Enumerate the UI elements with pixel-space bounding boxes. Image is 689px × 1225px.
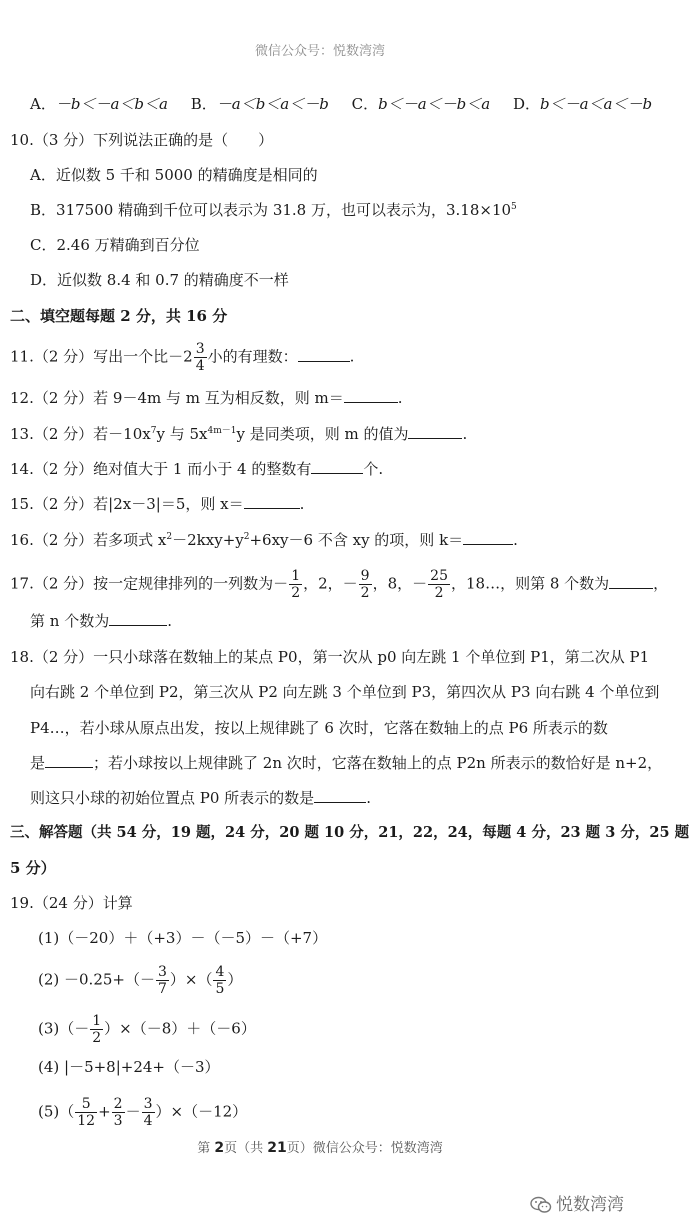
wechat-icon [530,1196,552,1214]
q12-answer-blank[interactable] [344,388,398,403]
page-footer: 第 2页（共 21页）微信公众号：悦数湾湾 [197,1140,443,1156]
q19-part-2-fraction-2: $\frac{4}{5}$ [215,964,225,997]
q15-answer-blank[interactable] [244,494,300,509]
q18-answer-blank-1[interactable] [45,753,93,768]
q19-stem: 19.（24 分）计算 [10,894,133,912]
q16: 16.（2 分）若多项式 $x^2-2kxy+y^2+6xy-6$ 不含 xy 的项，则 k＝ . [10,531,518,549]
q9-option-c[interactable]: C．b＜－a＜－b＜a [351,95,491,113]
q19-part-1: (1)（－20）＋（+3）－（－5）－（+7） [38,929,328,947]
q11: 11.（2 分）写出一个比－2 $\frac{3}{4}$ 小的有理数： . [10,341,355,374]
q14-answer-blank[interactable] [311,459,363,474]
q10-option-a[interactable]: A．近似数 5 千和 5000 的精确度是相同的 [30,166,318,184]
q13-answer-blank[interactable] [408,424,462,439]
q17-fraction-3: $\frac{25}{2}$ [430,568,448,601]
q14: 14.（2 分）绝对值大于 1 而小于 4 的整数有 个. [10,460,384,478]
q19-part-5-fraction-2: $\frac{2}{3}$ [113,1096,123,1129]
section-3-heading-line-1: 三、解答题（共 54 分，19 题，24 分，20 题 10 分，21，22，24，每题 4 分，23 题 3 分，25 题 [10,824,689,841]
q11-fraction: $\frac{3}{4}$ [195,341,205,374]
q9-options [30,94,652,114]
section-2-heading: 二、填空题每题 2 分，共 16 分 [10,307,228,325]
q19-part-4: (4) |－5+8|+24+（－3） [38,1058,220,1076]
q9-option-b[interactable]: B．－a＜b＜a＜－b [190,95,329,113]
q9-option-a[interactable]: A．－b＜－a＜b＜a [30,95,168,113]
q19-part-5-fraction-1: $\frac{5}{12}$ [77,1096,96,1129]
q15: 15.（2 分）若|2x－3|＝5，则 x＝ . [10,495,305,513]
q17-answer-blank-1[interactable] [609,574,653,589]
q17-fraction-2: $\frac{9}{2}$ [360,568,370,601]
q13: 13.（2 分）若$-10x^7y$ 与 $5x^{4m-1}y$ 是同类项，则 m 的值为 . [10,425,468,443]
q19-part-2-fraction-1: $\frac{3}{7}$ [157,964,167,997]
q19-part-3-fraction: $\frac{1}{2}$ [92,1013,102,1046]
page-header: 微信公众号：悦数湾湾 [254,44,385,59]
watermark-text: 悦数湾湾 [556,1195,624,1215]
q12: 12.（2 分）若 9－4m 与 m 互为相反数，则 m＝ . [10,389,403,407]
q18-line-2: 向右跳 2 个单位到 P2，第三次从 P2 向左跳 3 个单位到 P3，第四次从 P3 向右跳 4 个单位到 [30,683,660,701]
q19-part-5: (5)（ $\frac{5}{12}$ + $\frac{2}{3}$ － $\frac{3}{4}$ ）×（－12） [38,1096,248,1129]
watermark [530,1190,624,1215]
q10-stem: 10.（3 分）下列说法正确的是（ ） [10,131,274,149]
q10-option-c[interactable]: C．2.46 万精确到百分位 [30,236,200,254]
q16-answer-blank[interactable] [463,530,513,545]
q17-answer-blank-2[interactable] [109,611,167,626]
section-3-heading-line-2: 5 分） [10,859,56,877]
q10-option-d[interactable]: D．近似数 8.4 和 0.7 的精确度不一样 [30,271,289,289]
q19-part-2: (2) －0.25+（－ $\frac{3}{7}$ ）×（ $\frac{4}{5}$ ） [38,964,243,997]
q18-line-3: P4…，若小球从原点出发，按以上规律跳了 6 次时，它落在数轴上的点 P6 所表示的数 [30,719,608,737]
q17-line-2: 第 n 个数为 . [30,612,172,630]
q17: 17.（2 分）按一定规律排列的一列数为－ $\frac{1}{2}$ ，2，－ $\frac{9}{2}$ ，8，－ $\frac{25}{2}$ ，18…，则第 8 个数为 ， [10,568,669,601]
q18-line-5: 则这只小球的初始位置点 P0 所表示的数是 . [30,789,371,807]
q10-option-b[interactable]: B．317500 精确到千位可以表示为 31.8 万，也可以表示为，$3.18\times 10^5$ [30,201,517,219]
q9-option-d[interactable]: D．b＜－a＜a＜－b [512,95,653,113]
q18-line-4: 是 ；若小球按以上规律跳了 2n 次时，它落在数轴上的点 P2n 所表示的数恰好是 n+2， [30,754,663,772]
q17-fraction-1: $\frac{1}{2}$ [291,568,301,601]
q11-answer-blank[interactable] [298,347,350,362]
q19-part-5-fraction-3: $\frac{3}{4}$ [143,1096,153,1129]
q18-answer-blank-2[interactable] [314,788,366,803]
q19-part-3: (3)（－ $\frac{1}{2}$ ）×（－8）＋（－6） [38,1013,256,1046]
q18-line-1: 18.（2 分）一只小球落在数轴上的某点 P0，第一次从 p0 向左跳 1 个单位到 P1，第二次从 P1 [10,648,650,666]
